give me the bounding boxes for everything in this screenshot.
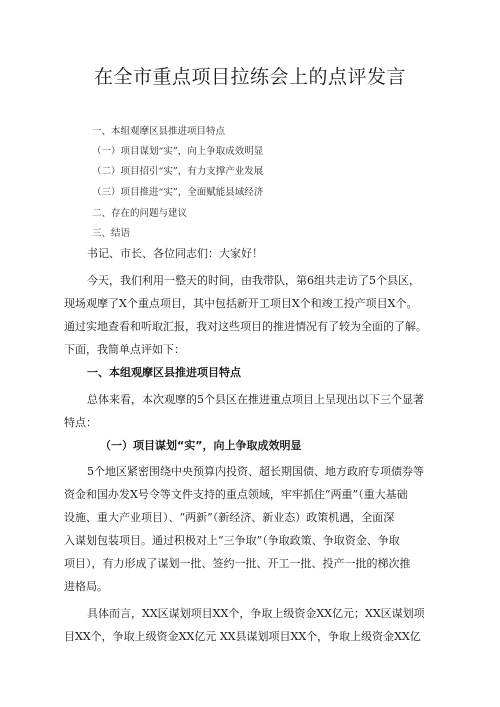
- body-line: 通过实地查看和听取汇报，我对这些项目的推进情况有了较为全面的了解。: [64, 320, 427, 333]
- toc-item: 二、存在的问题与建议: [92, 208, 188, 219]
- body-line: 设施、重大产业项目）、“两新”（新经济、新业态）政策机遇，全面深: [64, 511, 395, 524]
- body-line: 今天，我们利用一整天的时间，由我带队，第6组共走访了5个县区，: [87, 274, 420, 287]
- toc-item: （二）项目招引“实”，有力支撑产业发展: [92, 166, 264, 177]
- body-line: 具体而言，XX区谋划项目XX个，争取上级资金XX亿元；XX区谋划项: [87, 607, 425, 620]
- body-line: 现场观摩了X个重点项目，其中包括新开工项目X个和竣工投产项目X个。: [64, 297, 418, 310]
- toc-item: 一、本组观摩区县推进项目特点: [92, 126, 226, 137]
- toc-item: （三）项目推进“实”，全面赋能县域经济: [92, 187, 264, 198]
- body-line: 5个地区紧密围绕中央预算内投资、超长期国债、地方政府专项债券等: [87, 465, 424, 478]
- body-line: 目XX个，争取上级资金XX亿元 XX县谋划项目XX个，争取上级资金XX亿: [64, 630, 421, 643]
- toc-item: （一）项目谋划“实”，向上争取成效明显: [92, 146, 264, 157]
- body-line: 资金和国办发X号令等文件支持的重点领域，牢牢抓住“两重”（重大基础: [64, 488, 408, 501]
- document-title: 在全市重点项目拉练会上的点评发言: [93, 66, 406, 88]
- body-line: 总体来看，本次观摩的5个县区在推进重点项目上呈现出以下三个显著: [87, 393, 424, 406]
- body-line: 特点：: [64, 416, 97, 429]
- body-line: 进格局。: [64, 580, 108, 593]
- body-line: 入谋划包装项目。通过积极对上“三争取”（争取政策、争取资金、争取: [64, 534, 400, 547]
- section-heading: 一、本组观摩区县推进项目特点: [87, 366, 241, 379]
- body-line: 下面，我简单点评如下：: [64, 343, 185, 356]
- subsection-heading: （一）项目谋划“实”，向上争取成效明显: [100, 439, 302, 452]
- body-line: 项目），有力形成了谋划一批、签约一批、开工一批、投产一批的梯次推: [64, 557, 411, 570]
- salutation: 书记、市长、各位同志们：大家好！: [87, 247, 263, 260]
- toc-item: 三、结语: [92, 228, 131, 239]
